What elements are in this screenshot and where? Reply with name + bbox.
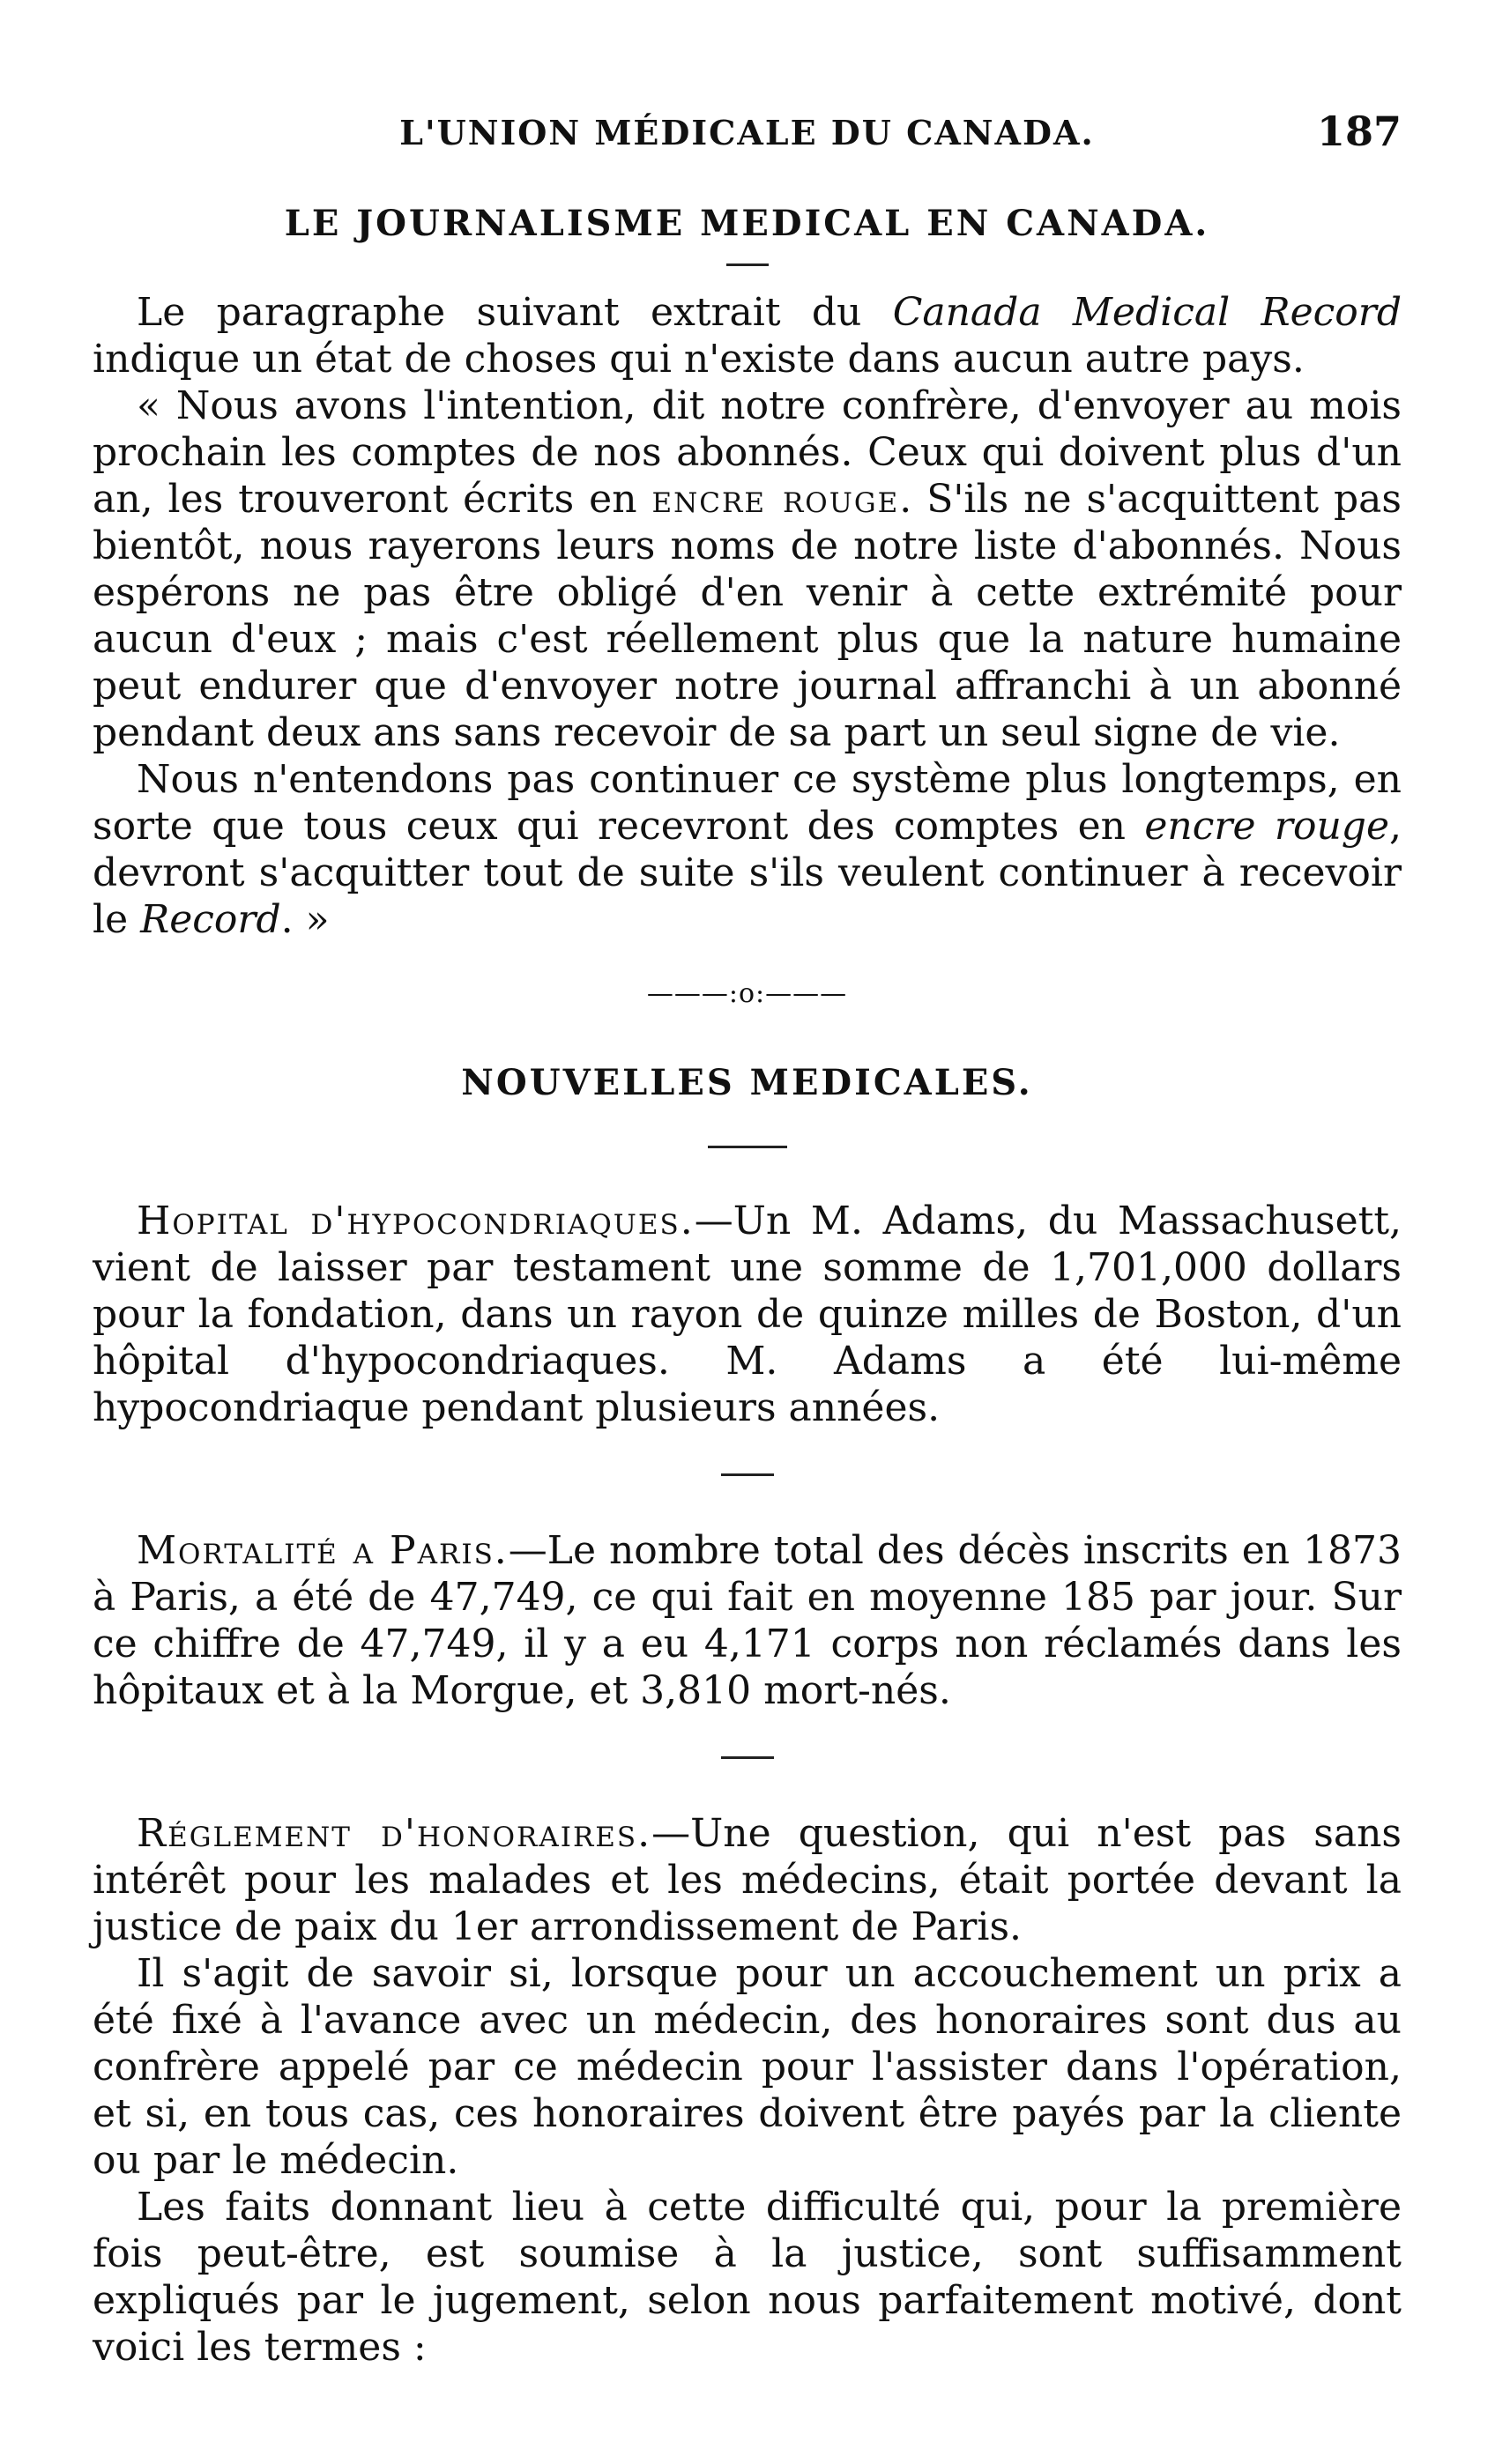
news-item-heading: Réglement d'honoraires. bbox=[137, 1811, 652, 1856]
news-item-mortality bbox=[93, 1527, 1402, 1714]
journal-name: Canada Medical Record bbox=[892, 290, 1402, 335]
running-title: L'UNION MÉDICALE DU CANADA. bbox=[399, 113, 1095, 152]
item-divider bbox=[721, 1756, 774, 1759]
text-run: Nous n'entendons pas continuer ce système plus longtemps, en sorte que tous ceux qui recevront des comptes en bbox=[93, 757, 1402, 849]
text-run: « Nous avons l'intention, dit notre confrère, d'envoyer au mois prochain les comptes de nos abonnés. Ceux qui doivent plus d'un an, les trouveront écrits en bbox=[93, 383, 1402, 522]
red-ink-italic: encre rouge bbox=[1144, 804, 1389, 849]
title-rule bbox=[726, 263, 769, 266]
news-item-fees-question: Il s'agit de savoir si, lorsque pour un accouchement un prix a été fixé à l'avance avec un médecin, des honoraires sont dus au confrère appelé par ce médecin pour l'assister dans l'opération, et si, en tous cas, ces honoraires doivent être payés par la cliente ou par le médecin. bbox=[93, 1951, 1402, 2183]
news-item-heading: Mortalité a Paris. bbox=[137, 1528, 509, 1573]
text-run: , devront s'acquitter tout de suite s'ils veulent continuer à recevoir le bbox=[93, 804, 1402, 942]
section-separator: ———:o:——— bbox=[646, 978, 848, 1009]
title-rule bbox=[708, 1146, 787, 1148]
news-item-text: —Un M. Adams, du Massachusett, vient de laisser par testament une somme de 1,701,000 dollars pour la fondation, dans un rayon de quinze milles de Boston, d'un hôpital d'hypocondriaques. M. Adams a été lui-même hypocondriaque pendant plusieurs années. bbox=[93, 1199, 1402, 1430]
text-run: Le paragraphe suivant extrait du bbox=[137, 290, 893, 335]
running-head bbox=[93, 108, 1402, 166]
news-item-heading: Hopital d'hypocondriaques. bbox=[137, 1199, 695, 1243]
paragraph-quote-end bbox=[93, 756, 1402, 943]
journal-page bbox=[93, 0, 1402, 2464]
news-item-fees bbox=[93, 1810, 1402, 1950]
article-medical-news bbox=[93, 1062, 1402, 2371]
paragraph-intro bbox=[93, 289, 1402, 382]
red-ink-small-caps: encre rouge bbox=[651, 477, 900, 522]
page-number: 187 bbox=[1316, 108, 1402, 155]
news-item-text: —Une question, qui n'est pas sans intérêt pour les malades et les médecins, était portée devant la justice de paix du 1er arrondissement de Paris. bbox=[93, 1811, 1402, 1949]
news-item-hospital bbox=[93, 1198, 1402, 1431]
text-run: . S'ils ne s'acquittent pas bientôt, nous rayerons leurs noms de notre liste d'abonnés. Nous espérons ne pas être obligé d'en venir à cette extrémité pour aucun d'eux ; mais c'est réellement plus que la nature humaine peut endurer que d'envoyer notre journal affranchi à un abonné pendant deux ans sans recevoir de sa part un seul signe de vie. bbox=[93, 477, 1402, 755]
news-item-text: —Le nombre total des décès inscrits en 1873 à Paris, a été de 47,749, ce qui fait en moyenne 185 par jour. Sur ce chiffre de 47,749, il y a eu 4,171 corps non réclamés dans les hôpitaux et à la Morgue, et 3,810 mort-nés. bbox=[93, 1528, 1402, 1713]
article-title: NOUVELLES MEDICALES. bbox=[461, 1062, 1033, 1103]
news-item-fees-facts: Les faits donnant lieu à cette difficulté qui, pour la première fois peut-être, est soumise à la justice, sont suffisamment expliqués par le jugement, selon nous parfaitement motivé, dont voici les termes : bbox=[93, 2185, 1402, 2370]
text-run: . » bbox=[280, 897, 330, 942]
item-divider bbox=[721, 1473, 774, 1476]
record-name: Record bbox=[140, 897, 281, 942]
article-title: LE JOURNALISME MEDICAL EN CANADA. bbox=[284, 203, 1210, 244]
text-run: indique un état de choses qui n'existe dans aucun autre pays. bbox=[93, 337, 1305, 382]
paragraph-quote bbox=[93, 382, 1402, 756]
article-medical-journalism bbox=[93, 203, 1402, 943]
